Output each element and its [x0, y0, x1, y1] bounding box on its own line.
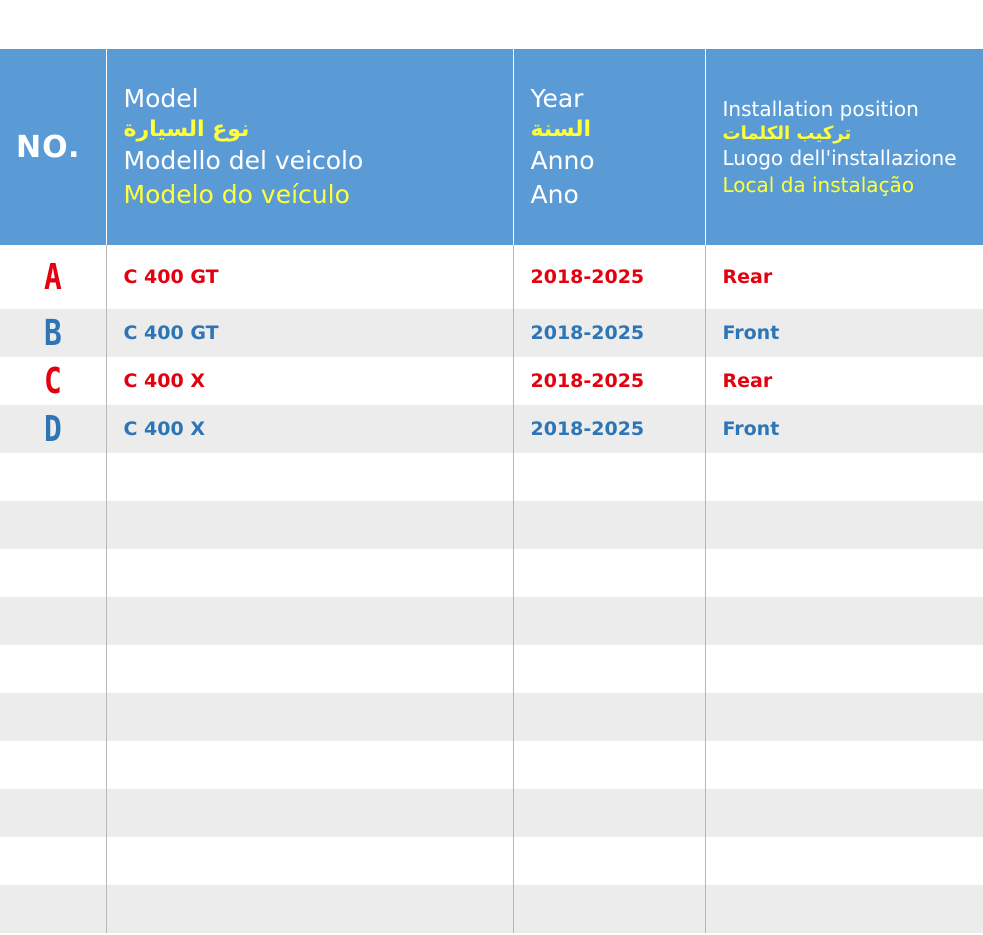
- header-position-pt: Local da instalação: [722, 172, 915, 197]
- empty-row: [0, 549, 983, 597]
- header-model-ar: نوع السيارة: [123, 117, 250, 142]
- row-year: 2018-2025: [513, 405, 705, 453]
- header-position: [705, 49, 983, 245]
- table-row: [0, 405, 983, 453]
- empty-row: [0, 645, 983, 693]
- row-position: Front: [705, 405, 983, 453]
- table-header-row: [0, 49, 983, 245]
- header-model-it: Modello del veicolo: [123, 146, 364, 175]
- fitment-table: [0, 49, 983, 933]
- row-position: Front: [705, 309, 983, 357]
- row-model: C 400 X: [106, 357, 513, 405]
- header-position-it: Luogo dell'installazione: [722, 145, 957, 170]
- empty-row: [0, 741, 983, 789]
- row-no: [0, 405, 106, 453]
- row-letter: A: [43, 256, 62, 298]
- header-year-pt: Ano: [530, 180, 579, 209]
- table-row: [0, 357, 983, 405]
- table-row: [0, 309, 983, 357]
- row-position: Rear: [705, 357, 983, 405]
- header-no-label: NO.: [16, 129, 81, 165]
- row-model: C 400 X: [106, 405, 513, 453]
- header-model-pt: Modelo do veículo: [123, 180, 350, 209]
- row-no: [0, 309, 106, 357]
- header-no: [0, 49, 106, 245]
- header-model: [106, 49, 513, 245]
- header-position-ar: تركيب الكلمات: [722, 122, 852, 144]
- row-year: 2018-2025: [513, 357, 705, 405]
- row-no: [0, 357, 106, 405]
- empty-row: [0, 885, 983, 933]
- header-year: [513, 49, 705, 245]
- row-letter: C: [43, 360, 62, 402]
- header-position-en: Installation position: [722, 96, 919, 121]
- header-model-en: Model: [123, 84, 199, 113]
- row-model: C 400 GT: [106, 309, 513, 357]
- row-letter: D: [43, 408, 62, 450]
- empty-row: [0, 789, 983, 837]
- empty-row: [0, 453, 983, 501]
- row-letter: B: [43, 312, 62, 354]
- row-position: Rear: [705, 245, 983, 309]
- row-year: 2018-2025: [513, 309, 705, 357]
- row-no: [0, 245, 106, 309]
- header-year-it: Anno: [530, 146, 595, 175]
- row-year: 2018-2025: [513, 245, 705, 309]
- empty-row: [0, 837, 983, 885]
- empty-row: [0, 597, 983, 645]
- table-row: [0, 245, 983, 309]
- header-year-en: Year: [530, 84, 584, 113]
- header-year-ar: السنة: [530, 117, 592, 142]
- row-model: C 400 GT: [106, 245, 513, 309]
- empty-row: [0, 501, 983, 549]
- empty-row: [0, 693, 983, 741]
